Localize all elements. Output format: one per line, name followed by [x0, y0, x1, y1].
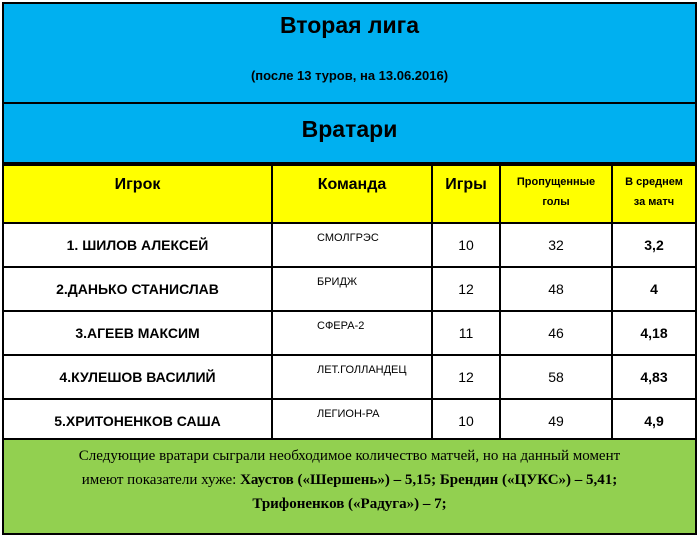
league-subtitle: (после 13 туров, на 13.06.2016) — [250, 68, 449, 83]
footnote-line1: Следующие вратари сыграли необходимое количество матчей, но на данный момент — [78, 448, 621, 464]
table-row — [4, 267, 695, 311]
column-header-games: Игры — [432, 165, 500, 223]
team-name: ЛЕГИОН-РА — [272, 399, 432, 443]
team-name: СМОЛГРЭС — [272, 223, 432, 267]
average-header-line1: В среднем — [625, 176, 683, 188]
team-name: ЛЕТ.ГОЛЛАНДЕЦ — [272, 355, 432, 399]
goalkeepers-stats-sheet — [2, 2, 697, 535]
column-header-player: Игрок — [4, 165, 272, 223]
table-row — [4, 223, 695, 267]
conceded-goals: 32 — [500, 223, 612, 267]
table-row — [4, 311, 695, 355]
column-header-average — [612, 165, 695, 223]
table-row — [4, 399, 695, 443]
footnote-entry-2: Брендин («ЦУКС») – 5,41; — [439, 472, 618, 488]
goalkeepers-table — [4, 164, 695, 444]
player-name: 2.ДАНЬКО СТАНИСЛАВ — [4, 267, 272, 311]
average-per-match: 3,2 — [612, 223, 695, 267]
column-header-conceded — [500, 165, 612, 223]
games-count: 12 — [432, 355, 500, 399]
player-name: 1. ШИЛОВ АЛЕКСЕЙ — [4, 223, 272, 267]
games-count: 11 — [432, 311, 500, 355]
footnote-intro: имеют показатели хуже: — [81, 472, 237, 488]
conceded-goals: 46 — [500, 311, 612, 355]
player-name: 3.АГЕЕВ МАКСИМ — [4, 311, 272, 355]
section-header — [4, 104, 695, 164]
average-per-match: 4,18 — [612, 311, 695, 355]
footnote-line2 — [16, 468, 683, 492]
table-header-row — [4, 165, 695, 223]
column-header-team: Команда — [272, 165, 432, 223]
games-count: 10 — [432, 223, 500, 267]
league-header — [4, 4, 695, 104]
league-title: Вторая лига — [279, 12, 420, 38]
footnote-entry-3: Трифоненков («Радуга») – 7; — [252, 496, 447, 512]
footnote — [4, 438, 695, 533]
games-count: 12 — [432, 267, 500, 311]
table-row — [4, 355, 695, 399]
average-per-match: 4 — [612, 267, 695, 311]
average-header-line2: за матч — [633, 196, 675, 208]
average-per-match: 4,9 — [612, 399, 695, 443]
section-title: Вратари — [301, 116, 398, 142]
team-name: БРИДЖ — [272, 267, 432, 311]
games-count: 10 — [432, 399, 500, 443]
average-per-match: 4,83 — [612, 355, 695, 399]
player-name: 4.КУЛЕШОВ ВАСИЛИЙ — [4, 355, 272, 399]
player-name: 5.ХРИТОНЕНКОВ САША — [4, 399, 272, 443]
conceded-goals: 58 — [500, 355, 612, 399]
conceded-goals: 49 — [500, 399, 612, 443]
footnote-entry-1: Хаустов («Шершень») – 5,15; — [240, 472, 437, 488]
conceded-header-line1: Пропущенные — [516, 176, 596, 188]
conceded-goals: 48 — [500, 267, 612, 311]
team-name: СФЕРА-2 — [272, 311, 432, 355]
conceded-header-line2: голы — [542, 196, 570, 208]
